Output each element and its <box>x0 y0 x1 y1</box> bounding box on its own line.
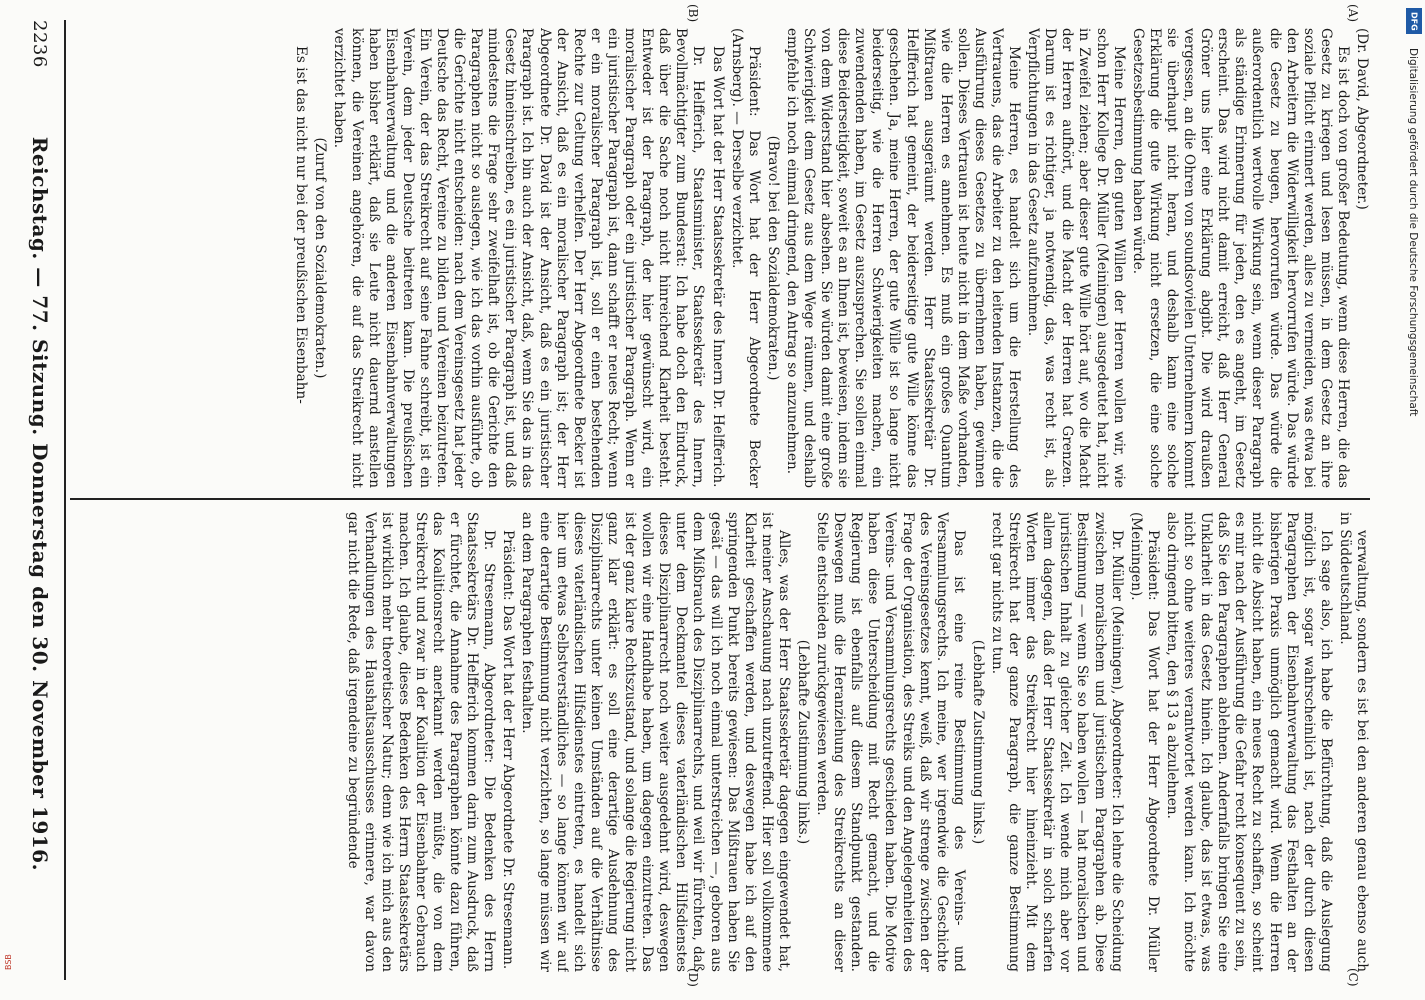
paragraph: (Zuruf von den Sozialdemokraten.) <box>312 137 329 379</box>
paragraph: Das ist eine reine Bestimmung des Vereins- und Versammlungsrechts. Ich meine, wer irgendwie die Geschichte des Vereinsgesetzes kennt, weiß, daß wir strenge zwischen der Frage der Organisation, des Streiks und den Angelegenheiten des Vereins- und Versammlungsrechts geschieden haben. Die Motive haben diese Unterscheidung mit Recht gemacht, und die Regierung ist ebenfalls auf diesem Standpunkt gestanden. Deswegen muß die Heranziehung des Streikrechts an dieser Stelle entschieden zurückgewiesen werden. <box>814 512 967 972</box>
paragraph: Dr. Stresemann, Abgeordneter: Die Bedenken des Herrn Staatssekretärs Dr. Helfferich kommen darin zum Ausdruck, daß er fürchtet, die Annahme des Paragraphen könnte dazu führen, das Koalitionsrecht anerkannt werden müßte, die von dem Streikrecht und zwar in der Koalition der Eisenbahner Gebrauch machen. Ich glaube, dieses Bedenken des Herrn Staatssekretärs ist wirklich mehr theoretischer Natur; denn wie ich mich aus den Verhandlungen des Haushaltsausschusses erinnere, war davon gar nicht die Rede, daß irgendeine zu begründende <box>344 512 498 972</box>
paragraph: (Bravo! bei den Sozialdemokraten.) <box>764 135 781 381</box>
paragraph: Ich sage also, ich habe die Befürchtung, daß die Auslegung möglich ist, sogar wahrscheinlich ist, nach der durch diesen Paragraphen der Eisenbahnverwaltung das Festhalten an der bisherigen Praxis unmöglich gemacht wird. Wenn die Herren nicht die Absicht haben, ein neues Recht zu schaffen, so scheint es mir nach der Ausführung die Gefahr recht konsequent zu sein, daß Sie den Paragraphen ablehnen. Andernfalls bringen Sie eine Unklarheit in das Gesetz hinein. Ich glaube, das ist etwas, was nicht so ohne weiteres verantwortet werden kann. Ich möchte also dringend bitten, den § 13 a abzulehnen. <box>1163 512 1334 972</box>
paragraph: Präsident: Das Wort hat der Herr Abgeordnete Dr. Müller (Meiningen). <box>1127 512 1161 972</box>
page-title: Reichstag. — 77. Sitzung. Donnerstag den 30. November 1916. <box>28 136 52 872</box>
paragraph: Dr. Helfferich, Staatsminister, Staatssekretär des Innern, Bevollmächtigter zum Bundesrat: Ich habe doch den Eindruck, daß über die Sache noch nicht hinreichend Klarheit besteht. Entweder ist der Paragraph, der hier gewünscht wird, ein moralischer Paragraph oder ein juristischer Paragraph. Wenn er ein juristischer Paragraph ist, dann schafft er neues Recht; wenn er ein moralischer Paragraph ist, soll er einen bestehenden Rechte zur Geltung verhelfen. Der Herr Abgeordnete Becker ist der Ansicht, daß es ein moralischer Paragraph ist; der Herr Abgeordnete Dr. David ist der Ansicht, daß es ein juristischer Paragraph ist. Ich bin auch der Ansicht, daß, wenn Sie das in das Gesetz hineinschreiben, es ein juristischer Paragraph ist, und daß mindestens die Frage sehr zweifelhaft ist, ob die Gerichte den Paragraphen nicht so auslegen, wie ich das vorhin ausführte, ob die Gerichte nicht entscheiden: nach dem Vereinsgesetz hat jeder Deutsche das Recht, Vereine zu bilden und Vereinen beizutreten. Ein Verein, der das Streikrecht auf seine Fahne schreibt, ist ein Verein, dem jeder Deutsche beitreten kann. Die preußischen Eisenbahnverwaltung und die anderen Eisenbahnverwaltungen haben bisher erklärt, daß sie Leute nicht dauernd anstellen können, die Vereinen angehören, die auf das Streikrecht nicht verzichtet haben. <box>331 28 707 488</box>
paragraph: Es ist das nicht nur bei der preußischen Eisenbahn- <box>293 46 310 404</box>
paragraph: Präsident: Das Wort hat der Herr Abgeordnete Becker (Arnsberg). — Derselbe verzichtet. <box>728 28 762 488</box>
paragraph: Dr. Müller (Meiningen), Abgeordneter: Ich lehne die Scheidung zwischen moralischem und juristischem Paragraphen ab. Diese Bestimmung — wenn Sie so haben wollen — hat moralischen und juristischen Inhalt zu gleicher Zeit. Ich wende mich aber vor allem dagegen, daß der Herr Staatssekretär in solch scharfen Worten immer das Streikrecht hier hineinzieht. Mit dem Streikrecht hat der ganze Paragraph, die ganze Bestimmung recht gar nichts zu tun. <box>989 512 1125 972</box>
column-divider <box>70 498 1370 500</box>
paragraph: Meine Herren, den guten Willen der Herren wollen wir, wie schon Herr Kollege Dr. Müller (Meiningen) ausgedeutet hat, nicht in Zweifel ziehen; aber dieser gute Wille hört auf, wo die Macht der Herren aufhört, und die Macht der Herren hat Grenzen. Darum ist es richtiger, ja notwendig, das, was recht ist, als Verpflichtungen in das Gesetz aufzunehmen. <box>1025 28 1127 488</box>
margin-marker-d: (D) <box>686 968 700 987</box>
digitization-note <box>1403 8 1423 688</box>
margin-marker-b: (B) <box>686 4 700 23</box>
paragraph: (Dr. David, Abgeordneter.) <box>1354 28 1370 210</box>
library-mark: BSB <box>4 954 13 970</box>
page-header <box>22 20 58 980</box>
margin-marker-c: (C) <box>1346 968 1360 987</box>
right-column <box>80 512 1370 972</box>
paragraph: Meine Herren, es handelt sich um die Herstellung des Vertrauens, das die Arbeiter zu den leitenden Instanzen, die die Ausführung dieses Gesetzes zu übernehmen haben, gewinnen sollen. Dieses Vertrauen ist heute nicht in dem Maße vorhanden, wie die Herren es annehmen. Es muß ein großes Quantum Mißtrauen ausgeräumt werden. Herr Staatssekretär Dr. Helfferich hat gemeint, der beiderseitige gute Wille könne das geschehen. Ja, meine Herren, der gute Wille ist so lange nicht beiderseitig, wie die Herren Schwierigkeiten machen, ein zuwendenden haben, im Gesetz auszusprechen. Sie sollen einmal diese Beiderseitigkeit, soweit es an Ihnen ist, beweisen, indem sie von dem Widerstand hier absehen. Sie würden damit eine große Schwierigkeit dem Gesetz aus dem Wege räumen, und deshalb empfehle ich noch einmal dringend, den Antrag so anzunehmen. <box>783 28 1023 488</box>
header-rule <box>64 20 66 980</box>
paragraph: Es ist doch von großer Bedeutung, wenn diese Herren, die das Gesetz zu kriegen und lesen müssen, in dem Gesetz an ihre soziale Pflicht erinnert werden, alles zu vermeiden, was etwa bei den Arbeitern die Widerwilligkeit hervorrufen würde. Das würde die Gesetz zu beugen, hervorrufen würde. Das würde die außerordentlich wertvolle Wirkung sein, wenn dieser Paragraph als ständige Erinnerung für jeden, den es angeht, im Gesetz erscheint. Das wird nicht damit erreicht, daß Herr General Gröner uns hier eine Erklärung abgibt. Die wird draußen vergessen, an die Ohren von soundsovielen Unternehmern kommt sie überhaupt nicht heran, und deshalb kann eine solche Erklärung die gute Wirkung nicht ersetzen, die eine solche Gesetzesbestimmung haben würde. <box>1129 28 1351 488</box>
left-column <box>80 28 1370 488</box>
paragraph: Das Wort hat der Herr Staatssekretär des Innern Dr. Helfferich. <box>709 46 726 488</box>
digitization-note-text: Digitalisierung gefördert durch die Deutsche Forschungsgemeinschaft <box>1407 48 1419 417</box>
margin-marker-a: (A) <box>1346 4 1360 23</box>
dfg-logo-icon: DFG <box>1406 8 1422 34</box>
paragraph: Präsident: Das Wort hat der Herr Abgeordnete Dr. Stresemann. <box>500 530 517 970</box>
page-number: 2236 <box>29 20 51 68</box>
paragraph: (Lebhafte Zustimmung links.) <box>969 639 986 845</box>
paragraph: verwaltung, sondern es ist bei den anderen genau ebenso auch in Süddeutschland. <box>1336 512 1370 972</box>
paragraph: Alles, was der Herr Staatssekretär dagegen eingewendet hat, ist meiner Anschauung nach unzutreffend. Hier soll vollkommene Klarheit geschaffen werden, und deswegen habe ich auf den springenden Punkt bereits gewiesen: Das Mißtrauen haben Sie gesät — das will ich noch einmal unterstreichen —, geboren aus dem Mißbrauch des Disziplinarrechts, und weil wir fürchten, daß unter dem Deckmantel dieses vaterländischen Hilfsdienstes dieses Disziplinarrecht noch weiter ausgedehnt wird, deswegen wollen wir eine Handhabe haben, um dagegen einzutreten. Das ist der ganz klare Rechtszustand, und solange die Regierung nicht ganz klar erklärt: es soll eine derartige Ausdehnung des Disziplinarrechts unter keinen Umständen auf die Verhältnisse dieses vaterländischen Hilfsdienstes eintreten, es handelt sich hier um etwas Selbstverständliches — so lange können wir auf eine derartige Bestimmung nicht verzichten, so lange müssen wir an dem Paragraphen festhalten. <box>519 512 792 972</box>
paragraph: (Lebhafte Zustimmung links.) <box>795 639 811 845</box>
